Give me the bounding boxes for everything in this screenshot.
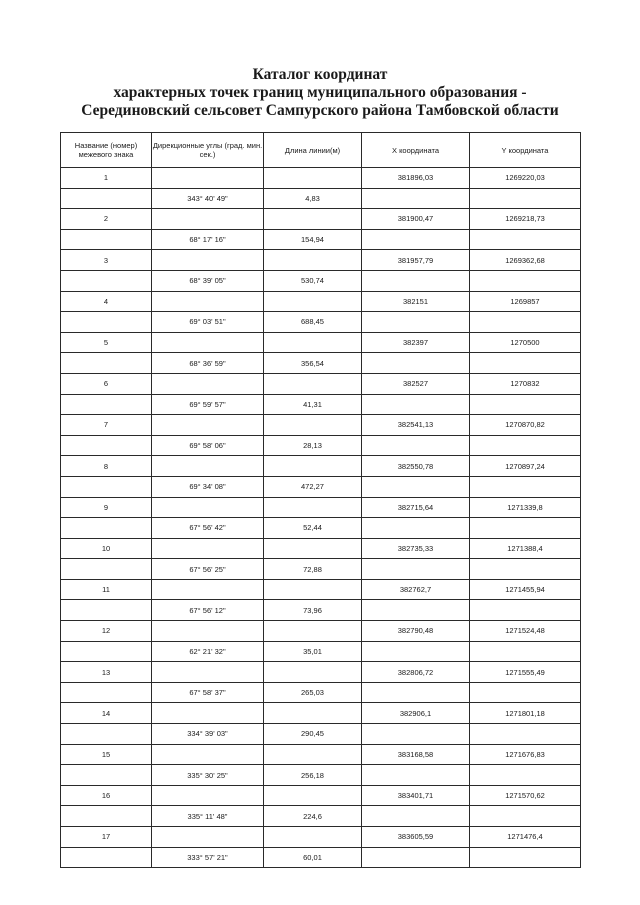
table-row-point (61, 291, 581, 312)
cell-line-length (264, 785, 362, 806)
cell-x-coordinate: 382527 (362, 373, 470, 394)
cell-x-coordinate: 381896,03 (362, 168, 470, 189)
cell-x-coordinate (362, 518, 470, 539)
table-row-point (61, 785, 581, 806)
cell-x-coordinate (362, 435, 470, 456)
cell-direction-angle (152, 168, 264, 189)
cell-direction-angle: 69° 03' 51" (152, 312, 264, 333)
table-row-segment (61, 806, 581, 827)
cell-x-coordinate (362, 229, 470, 250)
cell-x-coordinate (362, 600, 470, 621)
cell-line-length: 688,45 (264, 312, 362, 333)
cell-y-coordinate: 1271524,48 (470, 621, 581, 642)
cell-direction-angle (152, 497, 264, 518)
cell-y-coordinate: 1271676,83 (470, 744, 581, 765)
header-direction-angle: Дирекционные углы (град. мин. сек.) (152, 133, 264, 168)
cell-line-length: 290,45 (264, 724, 362, 745)
cell-y-coordinate (470, 353, 581, 374)
cell-direction-angle (152, 703, 264, 724)
cell-line-length: 41,31 (264, 394, 362, 415)
cell-direction-angle (152, 291, 264, 312)
cell-line-length (264, 538, 362, 559)
table-header-row (61, 133, 581, 168)
cell-point-name: 17 (61, 827, 152, 848)
table-row-point (61, 579, 581, 600)
table-row-segment (61, 188, 581, 209)
cell-direction-angle: 67° 56' 42" (152, 518, 264, 539)
table-row-point (61, 415, 581, 436)
cell-line-length (264, 662, 362, 683)
table-row-point (61, 703, 581, 724)
cell-direction-angle (152, 332, 264, 353)
title-line-3: Серединовский сельсовет Сампурского района Тамбовской области (81, 102, 559, 119)
cell-point-name (61, 518, 152, 539)
cell-direction-angle (152, 662, 264, 683)
cell-y-coordinate: 1271476,4 (470, 827, 581, 848)
table-row-segment (61, 476, 581, 497)
table-row-point (61, 662, 581, 683)
cell-direction-angle: 333° 57' 21" (152, 847, 264, 868)
cell-line-length (264, 456, 362, 477)
cell-y-coordinate: 1269218,73 (470, 209, 581, 230)
header-point-name: Название (номер) межевого знака (61, 133, 152, 168)
table-body (61, 168, 581, 868)
cell-line-length (264, 744, 362, 765)
cell-point-name: 1 (61, 168, 152, 189)
cell-x-coordinate: 382550,78 (362, 456, 470, 477)
table-row-segment (61, 270, 581, 291)
cell-point-name (61, 847, 152, 868)
cell-point-name (61, 724, 152, 745)
cell-direction-angle: 62° 21' 32" (152, 641, 264, 662)
cell-line-length: 4,83 (264, 188, 362, 209)
cell-line-length: 52,44 (264, 518, 362, 539)
cell-y-coordinate (470, 600, 581, 621)
cell-point-name (61, 353, 152, 374)
cell-x-coordinate (362, 724, 470, 745)
cell-x-coordinate: 381957,79 (362, 250, 470, 271)
cell-x-coordinate (362, 847, 470, 868)
cell-line-length: 472,27 (264, 476, 362, 497)
cell-direction-angle: 335° 11' 48" (152, 806, 264, 827)
cell-direction-angle: 68° 17' 16" (152, 229, 264, 250)
cell-point-name: 13 (61, 662, 152, 683)
cell-line-length (264, 827, 362, 848)
cell-line-length: 530,74 (264, 270, 362, 291)
cell-y-coordinate (470, 724, 581, 745)
cell-y-coordinate (470, 559, 581, 580)
cell-line-length: 256,18 (264, 765, 362, 786)
cell-line-length: 28,13 (264, 435, 362, 456)
table-row-segment (61, 641, 581, 662)
cell-y-coordinate (470, 518, 581, 539)
cell-y-coordinate: 1271570,62 (470, 785, 581, 806)
table-row-segment (61, 353, 581, 374)
table-row-segment (61, 435, 581, 456)
cell-direction-angle (152, 621, 264, 642)
cell-point-name: 11 (61, 579, 152, 600)
cell-y-coordinate: 1271339,8 (470, 497, 581, 518)
cell-direction-angle: 67° 58' 37" (152, 682, 264, 703)
cell-y-coordinate (470, 229, 581, 250)
table-row-segment (61, 229, 581, 250)
cell-x-coordinate (362, 188, 470, 209)
cell-point-name (61, 559, 152, 580)
cell-direction-angle: 67° 56' 12" (152, 600, 264, 621)
cell-y-coordinate (470, 435, 581, 456)
cell-y-coordinate: 1270897,24 (470, 456, 581, 477)
cell-point-name: 7 (61, 415, 152, 436)
cell-direction-angle: 334° 39' 03" (152, 724, 264, 745)
cell-point-name (61, 229, 152, 250)
cell-line-length: 265,03 (264, 682, 362, 703)
cell-point-name: 9 (61, 497, 152, 518)
table-row-point (61, 168, 581, 189)
table-row-point (61, 373, 581, 394)
cell-line-length: 60,01 (264, 847, 362, 868)
cell-point-name (61, 765, 152, 786)
cell-direction-angle (152, 250, 264, 271)
cell-x-coordinate: 382735,33 (362, 538, 470, 559)
cell-x-coordinate (362, 476, 470, 497)
cell-y-coordinate (470, 312, 581, 333)
cell-point-name (61, 806, 152, 827)
cell-x-coordinate (362, 353, 470, 374)
table-row-segment (61, 765, 581, 786)
cell-x-coordinate (362, 559, 470, 580)
table-row-point (61, 332, 581, 353)
cell-y-coordinate: 1269362,68 (470, 250, 581, 271)
cell-point-name (61, 600, 152, 621)
cell-direction-angle: 68° 36' 59" (152, 353, 264, 374)
table-row-segment (61, 559, 581, 580)
cell-y-coordinate: 1269220,03 (470, 168, 581, 189)
cell-direction-angle (152, 785, 264, 806)
cell-x-coordinate (362, 394, 470, 415)
table-row-point (61, 827, 581, 848)
cell-line-length (264, 291, 362, 312)
cell-line-length (264, 497, 362, 518)
cell-line-length (264, 579, 362, 600)
table-row-segment (61, 518, 581, 539)
cell-x-coordinate: 383168,58 (362, 744, 470, 765)
cell-y-coordinate: 1270832 (470, 373, 581, 394)
cell-line-length: 154,94 (264, 229, 362, 250)
header-x-coordinate: X координата (362, 133, 470, 168)
cell-line-length (264, 621, 362, 642)
cell-x-coordinate: 383401,71 (362, 785, 470, 806)
cell-point-name (61, 270, 152, 291)
cell-point-name (61, 682, 152, 703)
cell-line-length (264, 209, 362, 230)
cell-y-coordinate (470, 188, 581, 209)
cell-y-coordinate (470, 270, 581, 291)
cell-x-coordinate (362, 641, 470, 662)
cell-point-name: 15 (61, 744, 152, 765)
table-row-point (61, 744, 581, 765)
cell-line-length (264, 373, 362, 394)
cell-point-name: 4 (61, 291, 152, 312)
cell-x-coordinate (362, 312, 470, 333)
cell-x-coordinate: 383605,59 (362, 827, 470, 848)
table-row-segment (61, 724, 581, 745)
cell-x-coordinate (362, 806, 470, 827)
cell-y-coordinate (470, 682, 581, 703)
cell-point-name: 8 (61, 456, 152, 477)
cell-point-name: 3 (61, 250, 152, 271)
cell-x-coordinate: 382906,1 (362, 703, 470, 724)
cell-point-name: 5 (61, 332, 152, 353)
cell-y-coordinate (470, 806, 581, 827)
cell-line-length (264, 332, 362, 353)
cell-point-name: 6 (61, 373, 152, 394)
cell-line-length: 73,96 (264, 600, 362, 621)
cell-x-coordinate: 382715,64 (362, 497, 470, 518)
cell-y-coordinate: 1270500 (470, 332, 581, 353)
cell-x-coordinate: 381900,47 (362, 209, 470, 230)
cell-line-length (264, 168, 362, 189)
cell-direction-angle: 343° 40' 49" (152, 188, 264, 209)
cell-direction-angle: 69° 58' 06" (152, 435, 264, 456)
cell-x-coordinate: 382762,7 (362, 579, 470, 600)
cell-point-name (61, 312, 152, 333)
cell-direction-angle: 68° 39' 05" (152, 270, 264, 291)
table-row-point (61, 456, 581, 477)
cell-x-coordinate (362, 682, 470, 703)
cell-y-coordinate: 1271555,49 (470, 662, 581, 683)
cell-x-coordinate: 382790,48 (362, 621, 470, 642)
cell-direction-angle (152, 209, 264, 230)
cell-point-name: 10 (61, 538, 152, 559)
table-row-point (61, 209, 581, 230)
cell-x-coordinate: 382397 (362, 332, 470, 353)
table-row-point (61, 621, 581, 642)
cell-y-coordinate (470, 394, 581, 415)
cell-y-coordinate (470, 847, 581, 868)
cell-point-name (61, 641, 152, 662)
cell-direction-angle (152, 744, 264, 765)
cell-y-coordinate: 1269857 (470, 291, 581, 312)
cell-line-length: 224,6 (264, 806, 362, 827)
header-line-length: Длина линии(м) (264, 133, 362, 168)
cell-point-name (61, 188, 152, 209)
table-row-segment (61, 847, 581, 868)
table-row-segment (61, 312, 581, 333)
cell-y-coordinate (470, 641, 581, 662)
cell-line-length: 35,01 (264, 641, 362, 662)
cell-direction-angle (152, 579, 264, 600)
table-row-segment (61, 682, 581, 703)
cell-direction-angle (152, 373, 264, 394)
cell-line-length: 356,54 (264, 353, 362, 374)
table-row-point (61, 497, 581, 518)
table-row-segment (61, 600, 581, 621)
cell-line-length (264, 415, 362, 436)
cell-direction-angle (152, 415, 264, 436)
cell-direction-angle: 335° 30' 25" (152, 765, 264, 786)
table-row-point (61, 538, 581, 559)
cell-y-coordinate: 1271455,94 (470, 579, 581, 600)
cell-line-length (264, 703, 362, 724)
table-row-point (61, 250, 581, 271)
cell-direction-angle (152, 456, 264, 477)
cell-direction-angle (152, 827, 264, 848)
cell-y-coordinate (470, 476, 581, 497)
cell-x-coordinate: 382541,13 (362, 415, 470, 436)
cell-direction-angle: 69° 59' 57" (152, 394, 264, 415)
cell-point-name: 2 (61, 209, 152, 230)
header-y-coordinate: Y координата (470, 133, 581, 168)
cell-x-coordinate: 382806,72 (362, 662, 470, 683)
cell-direction-angle (152, 538, 264, 559)
cell-direction-angle: 69° 34' 08" (152, 476, 264, 497)
cell-point-name (61, 394, 152, 415)
cell-x-coordinate (362, 765, 470, 786)
cell-point-name: 16 (61, 785, 152, 806)
table-row-segment (61, 394, 581, 415)
cell-y-coordinate: 1271388,4 (470, 538, 581, 559)
cell-point-name: 14 (61, 703, 152, 724)
cell-line-length: 72,88 (264, 559, 362, 580)
coordinates-table (60, 132, 581, 868)
cell-line-length (264, 250, 362, 271)
cell-y-coordinate: 1270870,82 (470, 415, 581, 436)
cell-point-name: 12 (61, 621, 152, 642)
cell-point-name (61, 435, 152, 456)
title-line-1: Каталог координат (252, 66, 388, 83)
document-title (60, 66, 580, 120)
cell-point-name (61, 476, 152, 497)
title-line-2: характерных точек границ муниципального образования - (113, 84, 527, 101)
cell-y-coordinate (470, 765, 581, 786)
cell-x-coordinate (362, 270, 470, 291)
cell-y-coordinate: 1271801,18 (470, 703, 581, 724)
cell-x-coordinate: 382151 (362, 291, 470, 312)
cell-direction-angle: 67° 56' 25" (152, 559, 264, 580)
